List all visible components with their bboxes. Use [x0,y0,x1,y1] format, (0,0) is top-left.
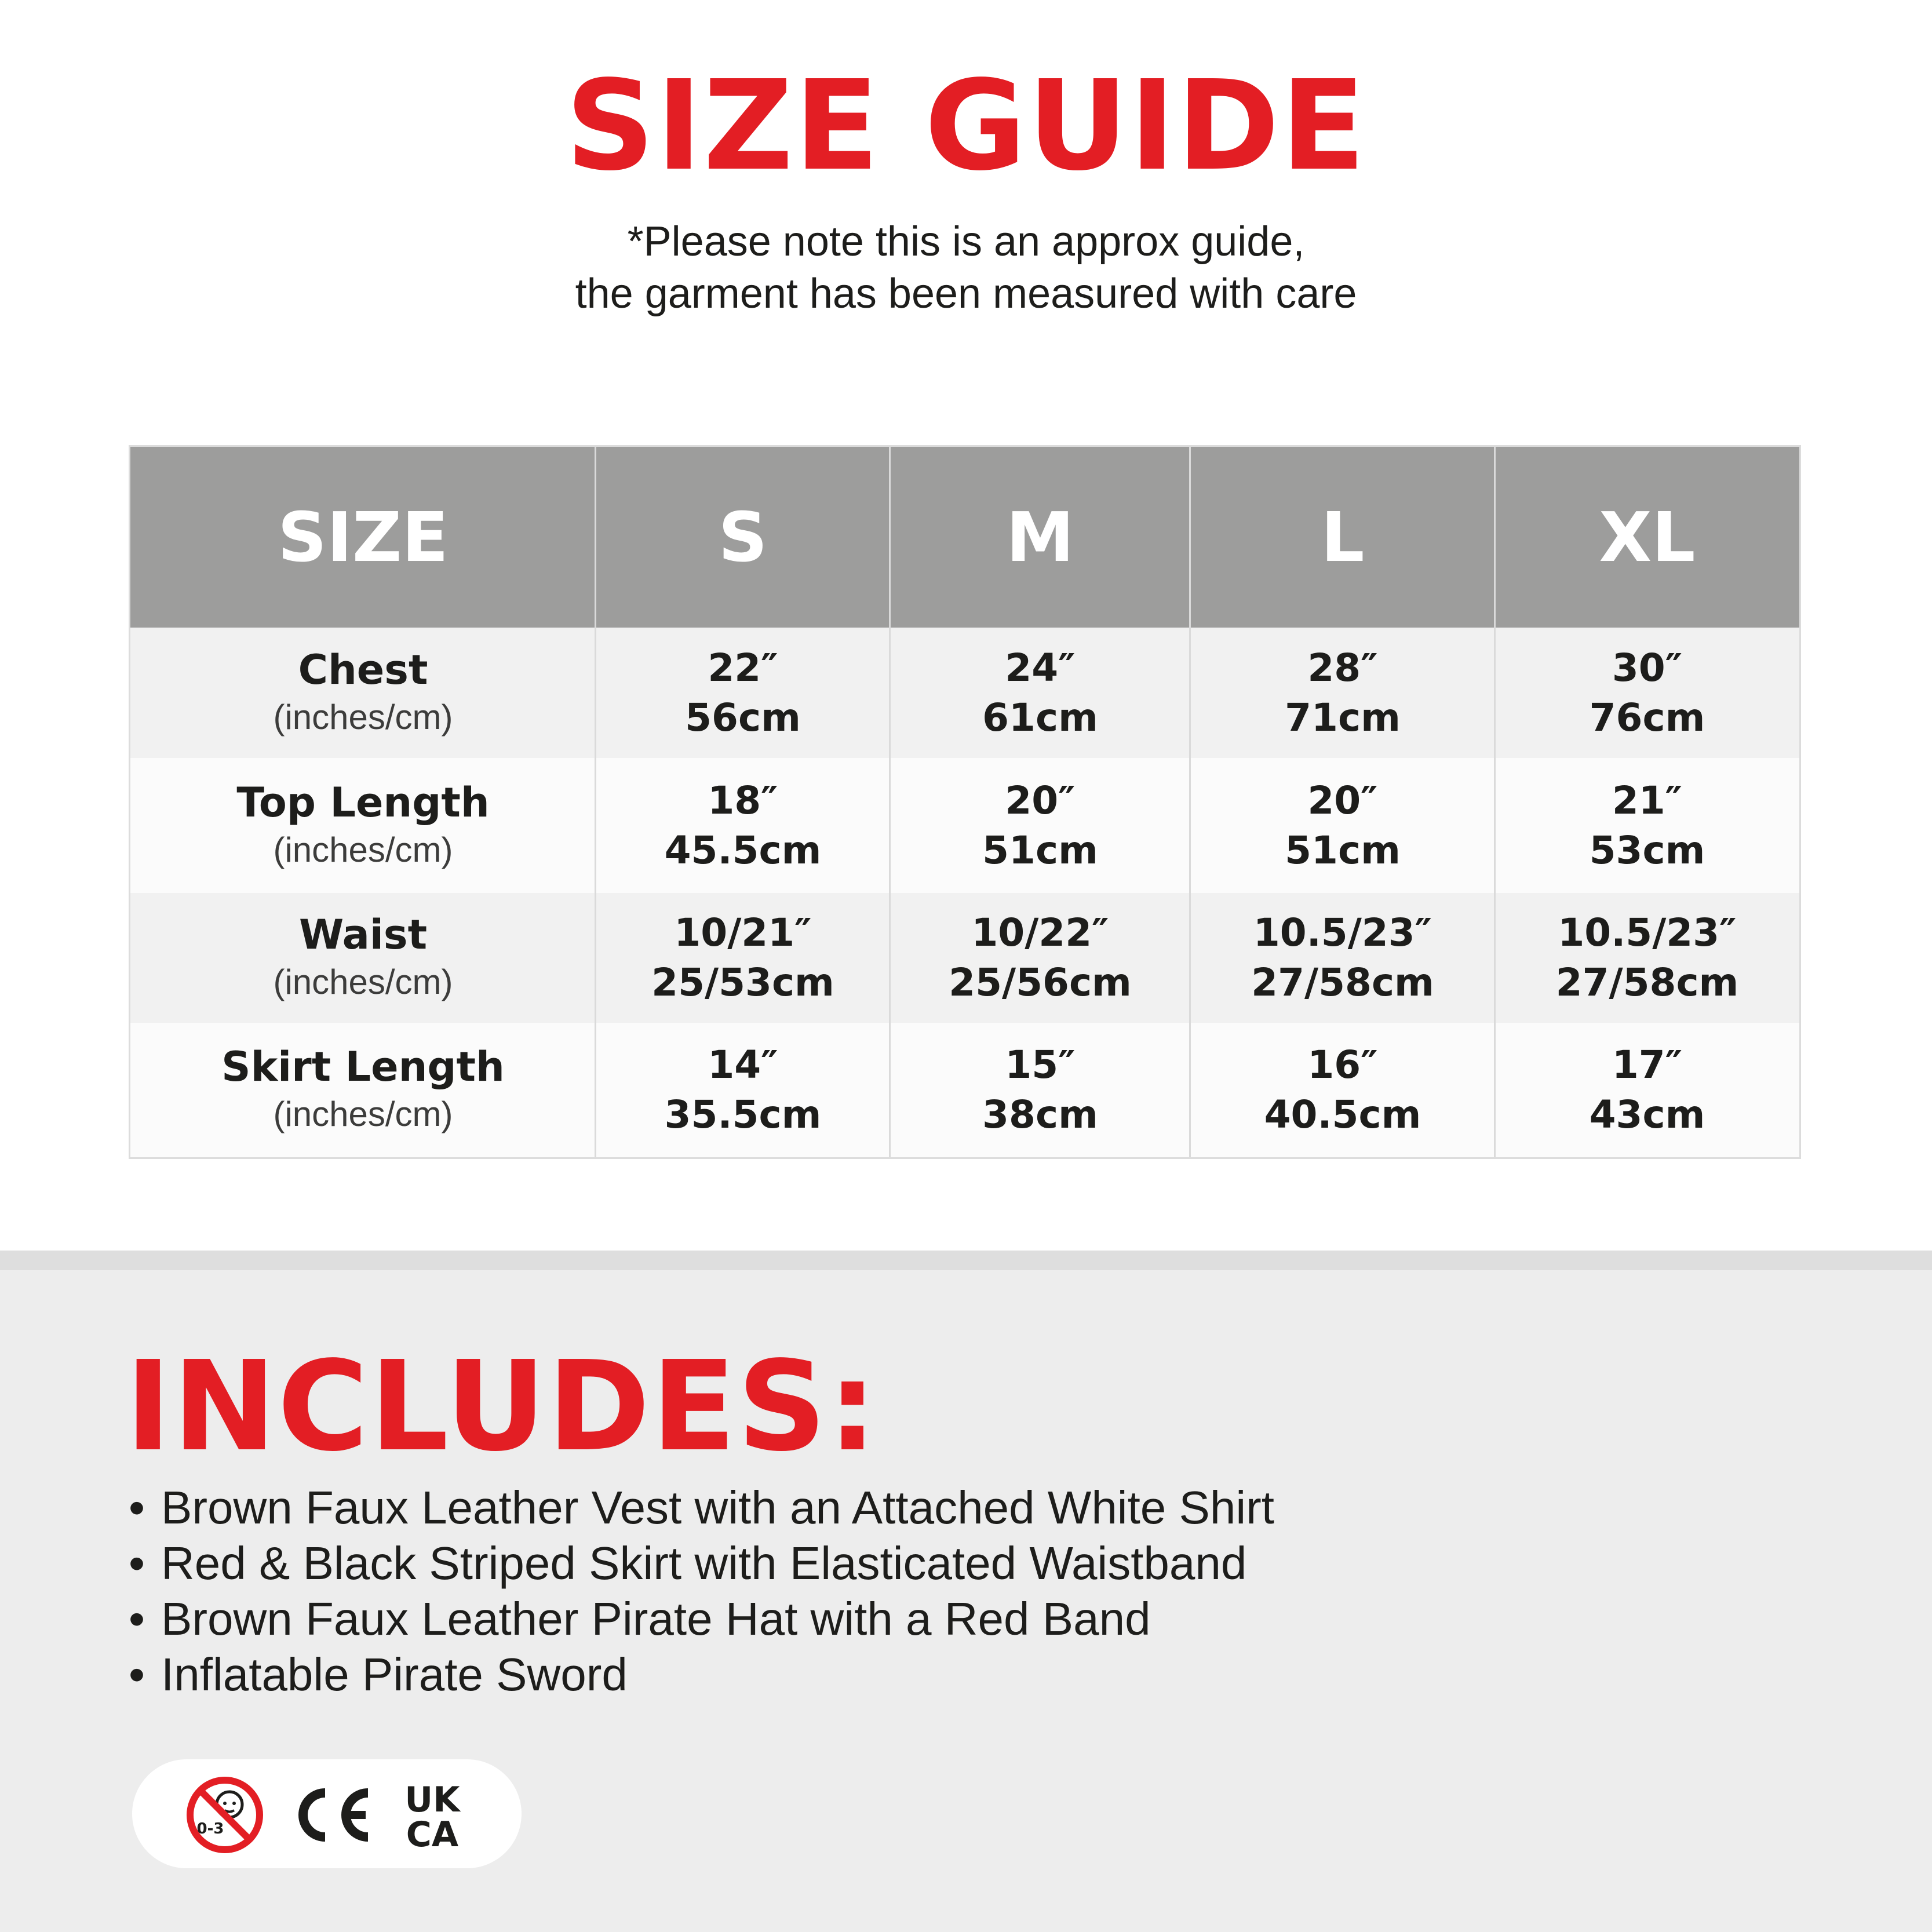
value-inches: 21″ [1612,778,1683,823]
value-inches: 30″ [1612,645,1683,690]
value-inches: 10.5/23″ [1253,910,1432,955]
list-item-text: Brown Faux Leather Vest with an Attached White Shirt [161,1482,1275,1533]
section-divider [0,1251,1932,1270]
size-cell-s [596,758,890,893]
value-cm: 40.5cm [1264,1092,1421,1137]
row-unit: (inches/cm) [273,830,453,869]
list-item-text: Brown Faux Leather Pirate Hat with a Red Band [161,1593,1151,1645]
value-inches: 14″ [708,1042,778,1087]
size-cell-xl [1495,758,1799,893]
size-cell-xl [1495,1023,1799,1157]
value-inches: 17″ [1612,1042,1683,1087]
value-cm: 43cm [1589,1092,1705,1137]
row-unit: (inches/cm) [273,1095,453,1133]
size-table [129,445,1801,1159]
column-header-s: S [718,497,768,577]
value-cm: 61cm [982,695,1098,740]
svg-text:0-3: 0-3 [196,1820,224,1838]
row-label: Chest [298,646,428,694]
size-cell-m [890,628,1190,758]
table-row-waist [130,893,1799,1023]
value-cm: 51cm [1285,828,1401,873]
size-note [0,216,1932,320]
list-item: • Brown Faux Leather Vest with an Attached White Shirt [129,1482,1275,1533]
column-header-l: L [1321,497,1365,577]
value-inches: 20″ [1307,778,1378,823]
svg-text:CA: CA [406,1814,459,1850]
row-unit: (inches/cm) [273,697,453,737]
row-label-cell [130,628,596,758]
list-item-text: Inflatable Pirate Sword [161,1649,628,1700]
size-cell-l [1190,758,1495,893]
value-inches: 20″ [1005,778,1076,823]
column-divider [595,447,596,1157]
size-cell-m [890,758,1190,893]
svg-text:UK: UK [404,1780,460,1820]
size-cell-l [1190,1023,1495,1157]
column-divider [889,447,891,1157]
size-cell-s [596,1023,890,1157]
list-item: • Inflatable Pirate Sword [129,1649,628,1700]
row-label-cell [130,1023,596,1157]
value-cm: 53cm [1589,828,1705,873]
value-inches: 22″ [708,645,778,690]
value-cm: 35.5cm [664,1092,822,1137]
value-cm: 71cm [1285,695,1401,740]
size-cell-m [890,1023,1190,1157]
size-cell-l [1190,628,1495,758]
size-table-header [130,447,1799,628]
value-cm: 27/58cm [1555,960,1739,1005]
value-inches: 10.5/23″ [1558,910,1737,955]
value-inches: 18″ [708,778,778,823]
ce-mark-icon [291,1787,373,1843]
row-unit: (inches/cm) [273,963,453,1001]
size-cell-s [596,628,890,758]
includes-title: INCLUDES: [125,1335,878,1479]
value-inches: 10/21″ [674,910,812,955]
size-note-line-2: the garment has been measured with care [575,271,1357,317]
value-cm: 56cm [685,695,801,740]
includes-list [129,1480,1274,1703]
list-item: • Red & Black Striped Skirt with Elasticated Waistband [129,1537,1247,1589]
value-inches: 28″ [1307,645,1378,690]
value-inches: 15″ [1005,1042,1076,1087]
size-cell-xl [1495,628,1799,758]
value-inches: 16″ [1307,1042,1378,1087]
safety-marks-badge [132,1759,522,1868]
value-cm: 25/56cm [949,960,1132,1005]
value-cm: 38cm [982,1092,1098,1137]
row-label: Top Length [236,778,490,826]
value-cm: 25/53cm [651,960,834,1005]
column-header-m: M [1006,497,1074,577]
row-label-cell [130,893,596,1023]
not-suitable-under-3-icon [184,1774,265,1856]
value-cm: 76cm [1589,695,1705,740]
value-inches: 24″ [1005,645,1076,690]
column-header-xl: XL [1599,497,1696,577]
value-cm: 45.5cm [664,828,822,873]
table-row-chest [130,628,1799,758]
size-cell-s [596,893,890,1023]
list-item: • Brown Faux Leather Pirate Hat with a Red Band [129,1593,1151,1645]
column-divider [1494,447,1496,1157]
includes-section [0,1251,1932,1932]
value-inches: 10/22″ [971,910,1109,955]
table-row-skirt-length [130,1023,1799,1157]
row-label-cell [130,758,596,893]
table-row-top-length [130,758,1799,893]
row-label: Waist [298,911,428,958]
value-cm: 27/58cm [1251,960,1434,1005]
row-label: Skirt Length [221,1043,505,1091]
list-item-text: Red & Black Striped Skirt with Elasticated Waistband [161,1537,1247,1589]
page-title: SIZE GUIDE [565,54,1367,198]
column-header-size: SIZE [277,497,449,577]
value-cm: 51cm [982,828,1098,873]
size-cell-xl [1495,893,1799,1023]
size-cell-l [1190,893,1495,1023]
size-note-line-1: *Please note this is an approx guide, [627,218,1305,265]
size-cell-m [890,893,1190,1023]
column-divider [1189,447,1191,1157]
ukca-mark-icon [396,1780,472,1850]
